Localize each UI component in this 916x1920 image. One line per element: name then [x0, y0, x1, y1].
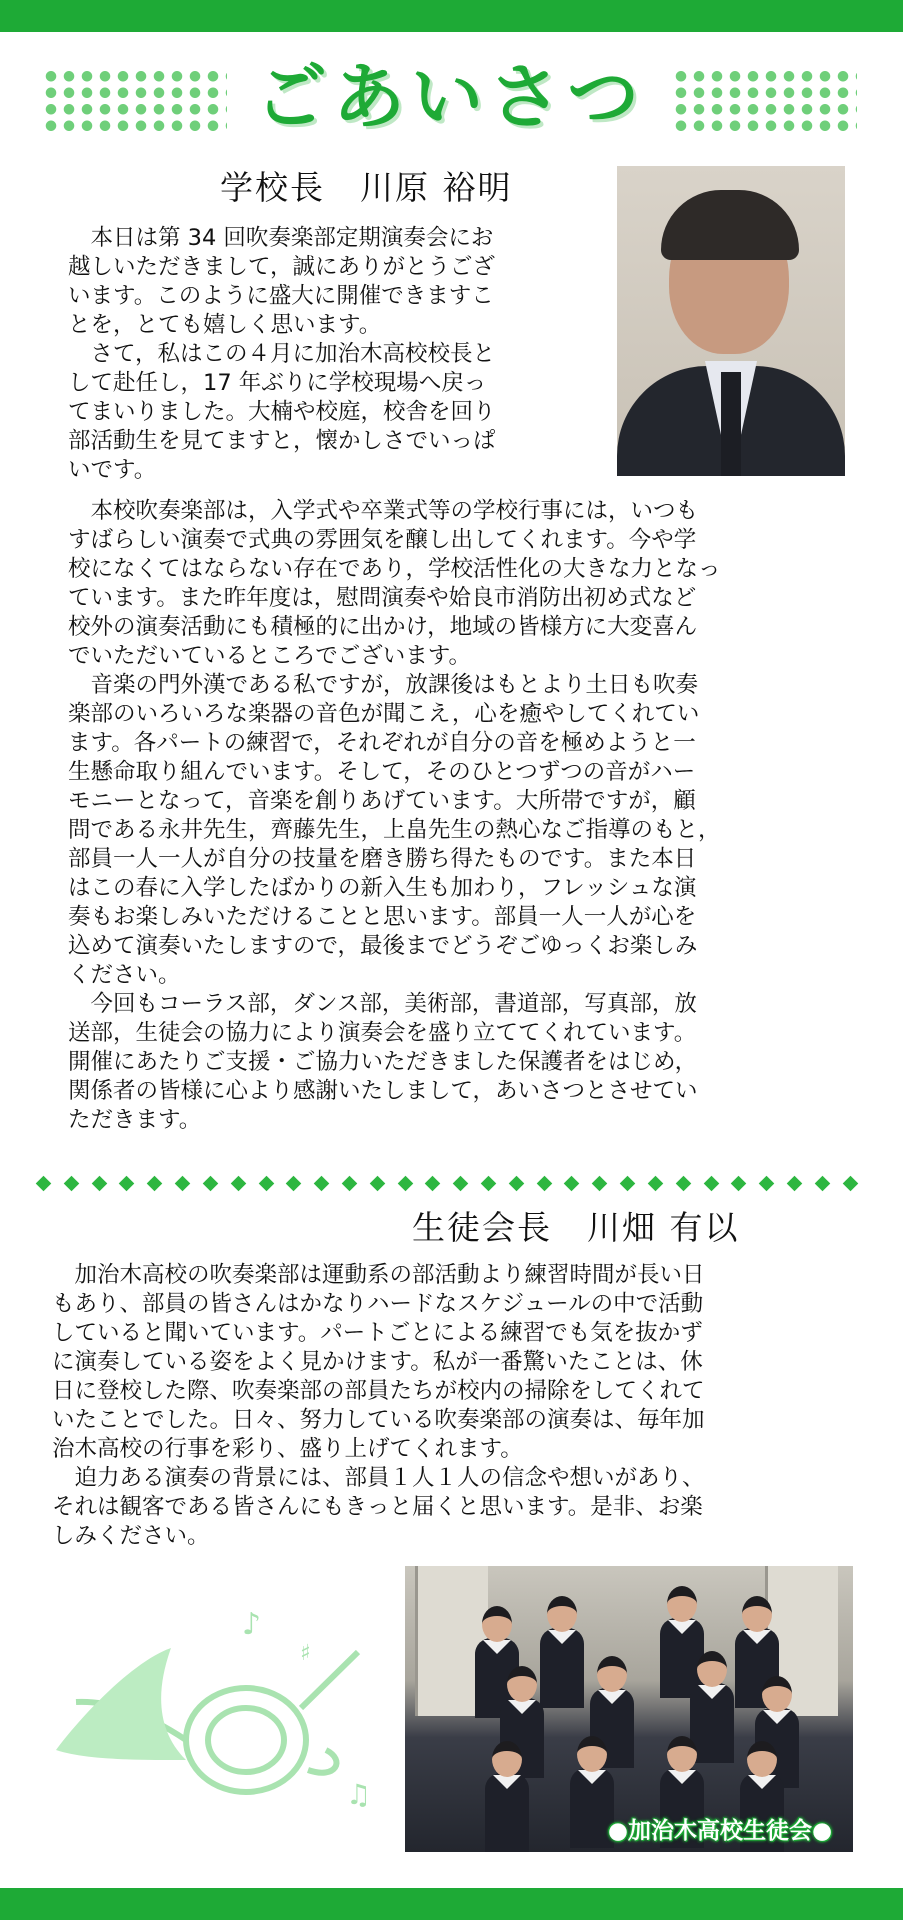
photo-person — [540, 1596, 584, 1706]
music-note-icon: ♪ — [242, 1607, 262, 1642]
photo-person — [485, 1741, 529, 1851]
student-president-heading: 生徒会長 川畑 有以 — [412, 1208, 740, 1247]
principal-heading: 学校長 川原 裕明 — [220, 168, 513, 207]
sharp-icon: ♯ — [300, 1641, 311, 1666]
title-dot-pattern-right — [672, 68, 857, 134]
top-green-bar — [0, 0, 903, 32]
french-horn-illustration — [46, 1590, 376, 1820]
student-council-group-photo — [405, 1566, 853, 1852]
page-title: ごあいさつ — [254, 55, 645, 139]
principal-paragraph-1: 本日は第 34 回吹奏楽部定期演奏会にお 越しいただきまして，誠にありがとうござ います。このように盛大に開催できますこ とを，とても嬉しく思います。 さて，私はこの４月に加治木高校校長と して赴任し，17 年ぶりに学校現場へ戻っ てまいりました。大楠や校庭，校舎を回り 部活動生を見てますと，懐かしさでいっぱ いです。 — [68, 225, 496, 483]
section-divider — [38, 1176, 856, 1192]
music-note-icon-2: ♫ — [346, 1778, 372, 1811]
bottom-green-bar — [0, 1888, 903, 1920]
principal-paragraph-2: 本校吹奏楽部は，入学式や卒業式等の学校行事には，いつも すばらしい演奏で式典の雰囲気を醸し出してくれます。今や学 校になくてはならない存在であり，学校活性化の大きな力となっ ています。また昨年度は，慰問演奏や姶良市消防出初め式など 校外の演奏活動にも積極的に出かけ，地域の皆様方に大変喜ん でいただいているところでございます。 音楽の門外漢である私ですが，放課後はもとより土日も吹奏 楽部のいろいろな楽器の音色が聞こえ，心を癒やしてくれてい ます。各パートの練習で，それぞれが自分の音を極めようと一 生懸命取り組んでいます。そして，そのひとつずつの音がハー モニーとなって，音楽を創りあげています。大所帯ですが，顧 問である永井先生，齊藤先生，上畠先生の熱心なご指導のもと， 部員一人一人が自分の技量を磨き勝ち得たものです。また本日 はこの春に入学したばかりの新入生も加わり，フレッシュな演 奏もお楽しみいただけることと思います。部員一人一人が心を 込めて演奏いたしますので，最後までどうぞごゆっくお楽しみ ください。 今回もコーラス部，ダンス部，美術部，書道部，写真部，放 送部，生徒会の協力により演奏会を盛り立ててくれています。 開催にあたりご支援・ご協力いただきました保護者をはじめ， 関係者の皆様に心より感謝いたしまして，あいさつとさせてい ただきます。 — [68, 498, 721, 1133]
title-dot-pattern-left — [42, 68, 227, 134]
photo-caption: ●加治木高校生徒会● — [607, 1818, 833, 1844]
principal-portrait — [617, 166, 845, 476]
student-president-paragraph: 加治木高校の吹奏楽部は運動系の部活動より練習時間が長い日 もあり、部員の皆さんはかなりハードなスケジュールの中で活動 していると聞いています。パートごとによる練習でも気を抜かず に演奏している姿をよく見かけます。私が一番驚いたことは、休 日に登校した際、吹奏楽部の部員たちが校内の掃除をしてくれて いたことでした。日々、努力している吹奏楽部の演奏は、毎年加 治木高校の行事を彩り、盛り上げてくれます。 迫力ある演奏の背景には、部員１人１人の信念や想いがあり、 それは観客である皆さんにもきっと届くと思います。是非、お楽 しみください。 — [52, 1262, 705, 1549]
